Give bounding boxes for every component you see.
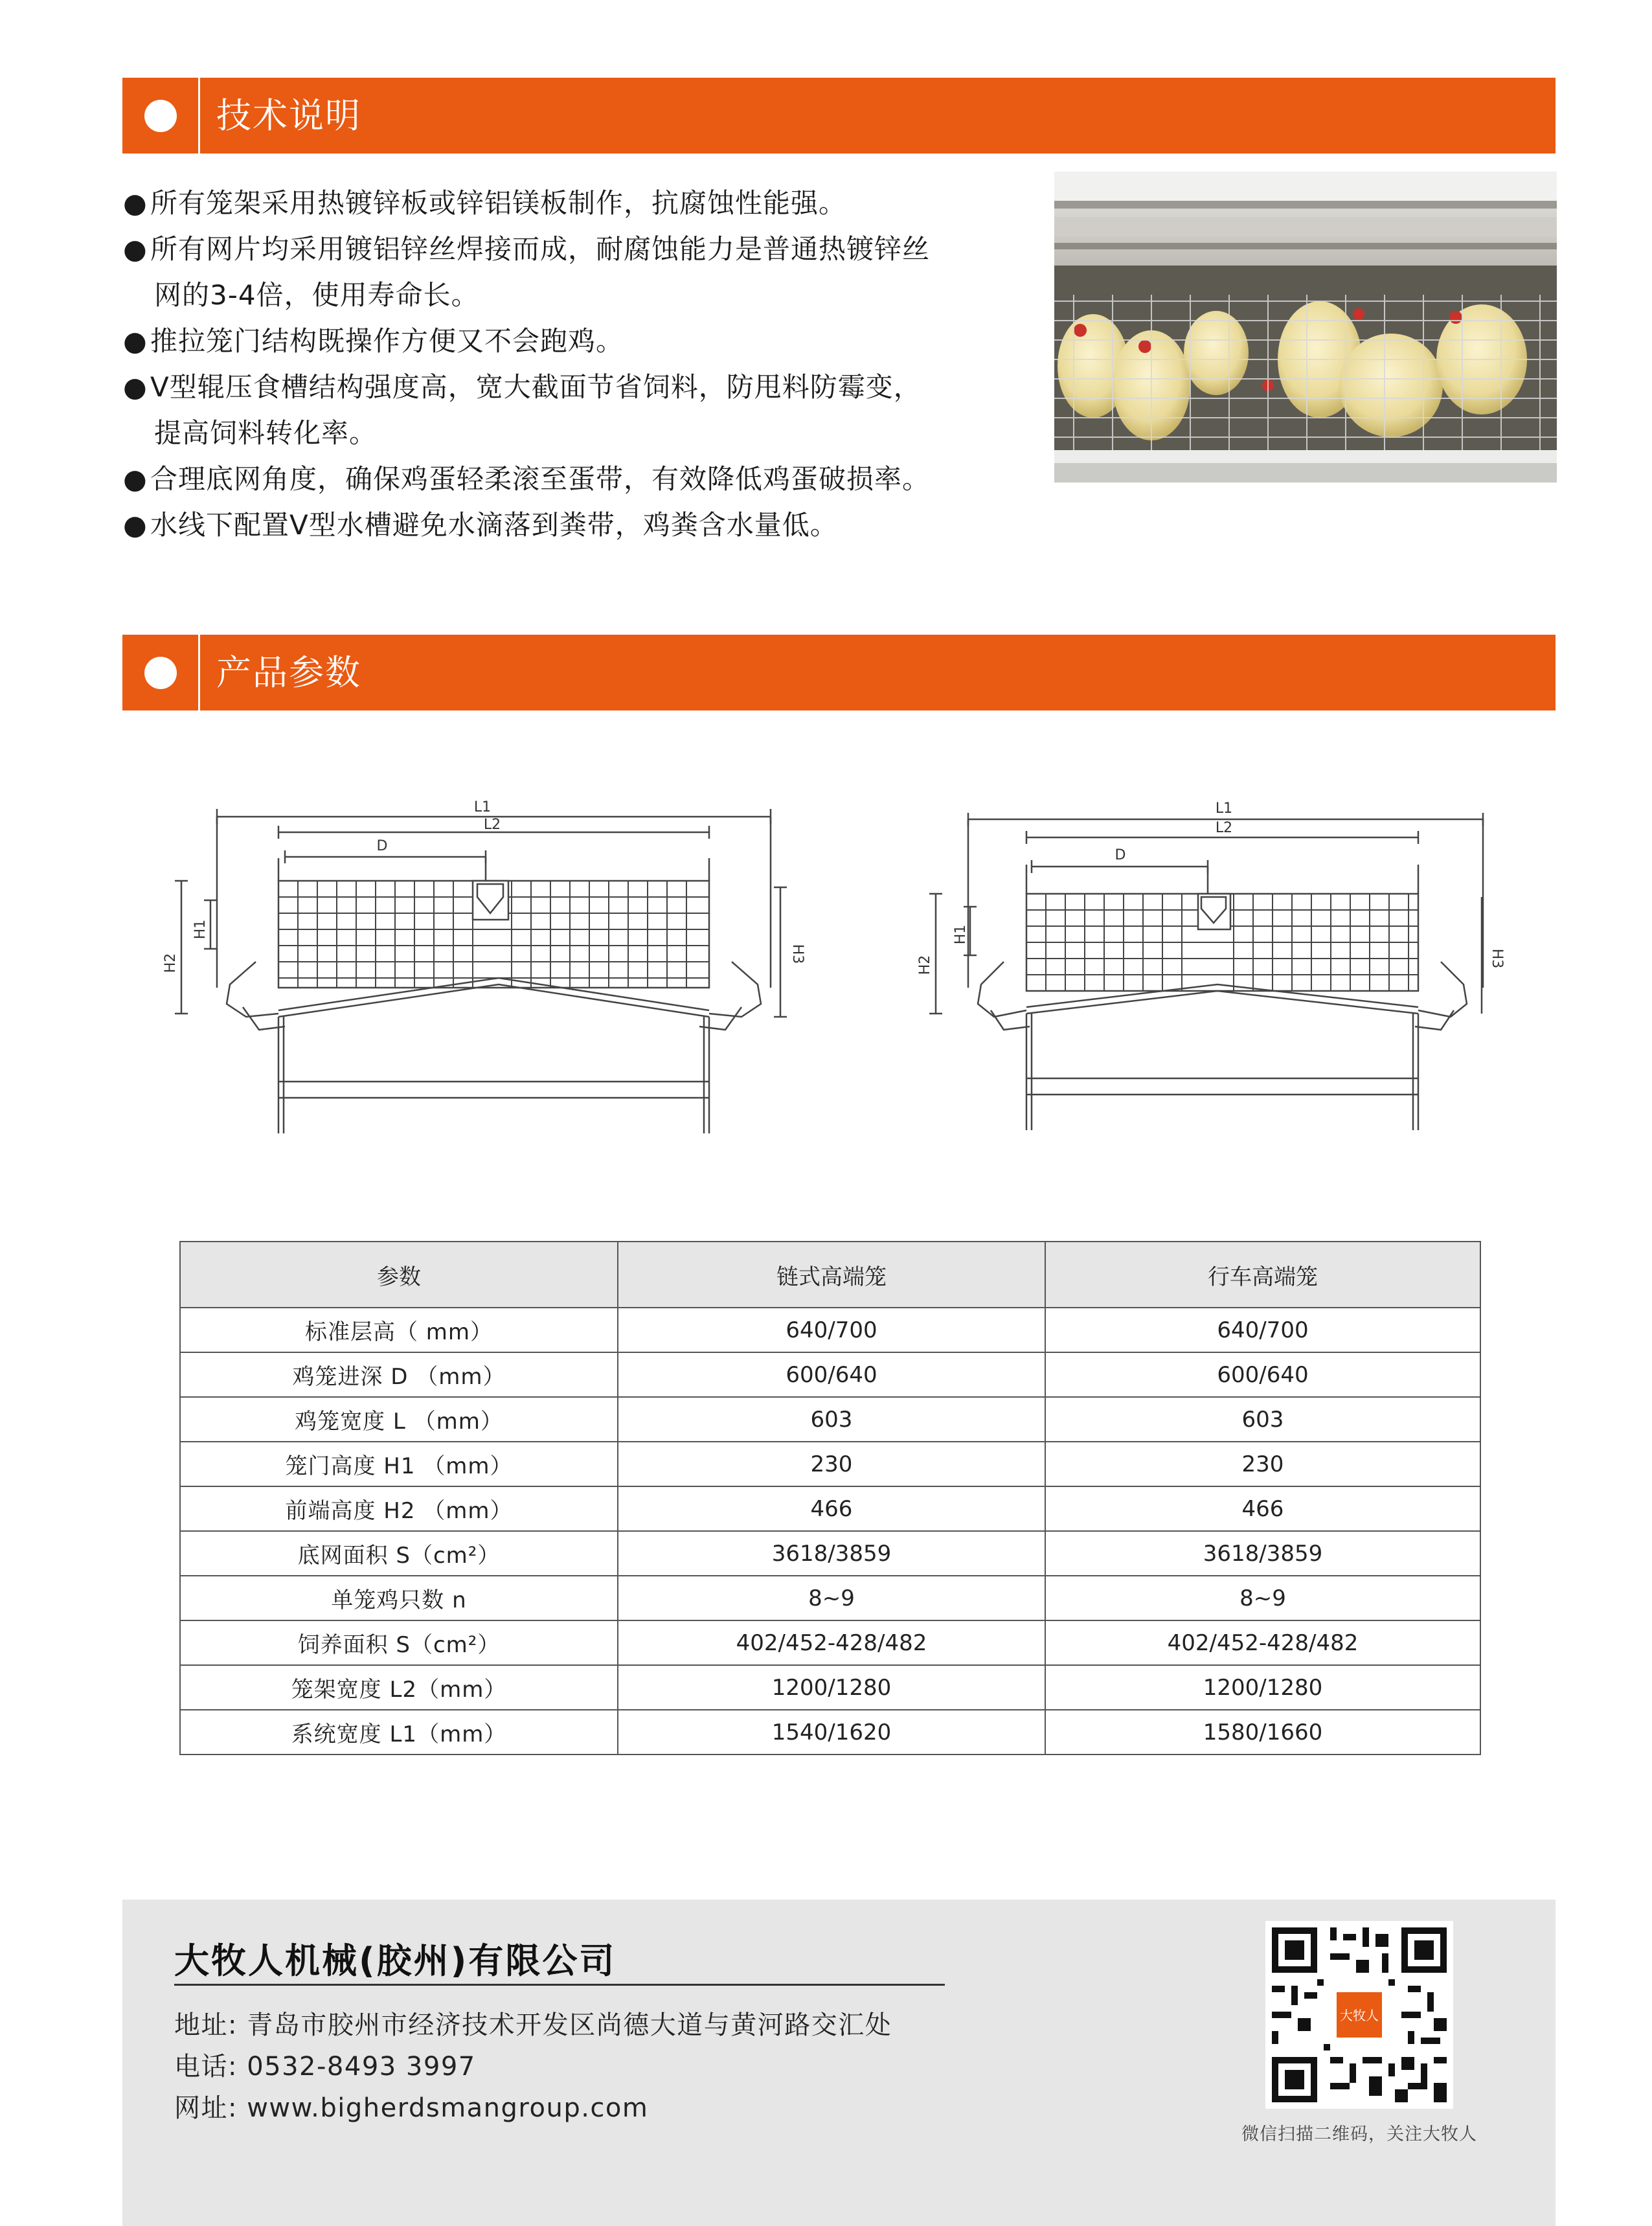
black-dot-icon: ● [123,187,148,219]
dim-label-L2: L2 [1215,820,1233,836]
section-title-params: 产品参数 [216,652,361,693]
dim-label-H3: H3 [1489,948,1505,969]
value-gantry: 230 [1045,1442,1480,1486]
table-row [180,1308,1480,1352]
cage-drawing-chain [155,793,809,1140]
dim-label-L2: L2 [483,817,501,833]
value-gantry: 402/452-428/482 [1045,1620,1480,1665]
website-link[interactable]: 网址: www.bigherdsmangroup.com [174,2093,649,2123]
value-chain: 8~9 [618,1576,1045,1620]
black-dot-icon: ● [123,371,148,403]
table-row [180,1576,1480,1620]
qr-logo-text: 大牧人 [1340,2008,1379,2023]
param-name: 底网面积 S（cm²） [180,1531,618,1576]
value-gantry: 640/700 [1045,1308,1480,1352]
dim-label-H2: H2 [163,953,179,973]
table-header-cell: 参数 [180,1242,618,1308]
table-header-row [180,1242,1480,1308]
value-chain: 230 [618,1442,1045,1486]
qr-caption: 微信扫描二维码，关注大牧人 [1241,2124,1477,2144]
section-divider [198,78,200,153]
value-chain: 466 [618,1486,1045,1531]
black-dot-icon: ● [123,509,148,541]
value-gantry: 603 [1045,1397,1480,1442]
table-header-cell: 链式高端笼 [618,1242,1045,1308]
value-chain: 603 [618,1397,1045,1442]
table-row [180,1397,1480,1442]
bullet-text: 水线下配置V型水槽避免水滴落到粪带，鸡粪含水量低。 [150,509,838,541]
value-gantry: 8~9 [1045,1576,1480,1620]
value-gantry: 600/640 [1045,1352,1480,1397]
table-row [180,1531,1480,1576]
tech-bullet-list [123,180,1043,548]
table-row [180,1620,1480,1665]
param-name: 饲养面积 S（cm²） [180,1620,618,1665]
black-dot-icon: ● [123,233,148,265]
table-row [180,1486,1480,1531]
dim-label-H1: H1 [192,919,209,940]
black-dot-icon: ● [123,463,148,495]
bullet-text: 所有网片均采用镀铝锌丝焊接而成，耐腐蚀能力是普通热镀锌丝 [150,233,931,265]
value-chain: 3618/3859 [618,1531,1045,1576]
bullet-item-continuation [123,410,1043,456]
param-name: 鸡笼宽度 L （mm） [180,1397,618,1442]
hen-cage-illustration [1054,172,1557,483]
white-circle-icon [144,657,177,689]
bullet-text: 提高饲料转化率。 [154,417,378,449]
value-chain: 1200/1280 [618,1665,1045,1710]
bullet-text: 所有笼架采用热镀锌板或锌铝镁板制作，抗腐蚀性能强。 [150,187,847,219]
company-name: 大牧人机械(胶州)有限公司 [174,1940,617,1981]
bullet-item [123,318,1043,364]
value-chain: 1540/1620 [618,1710,1045,1755]
black-dot-icon: ● [123,325,148,357]
cage-drawing-gantry [913,800,1505,1137]
table-row [180,1710,1480,1755]
param-name: 前端高度 H2 （mm） [180,1486,618,1531]
dim-label-L1: L1 [473,799,492,815]
dim-label-D: D [1115,847,1126,863]
value-chain: 640/700 [618,1308,1045,1352]
qr-code-icon [1265,1921,1453,2109]
footer-divider [174,1984,945,1986]
param-name: 鸡笼进深 D （mm） [180,1352,618,1397]
white-circle-icon [144,100,177,132]
footer [122,1900,1556,2226]
section-header-params [122,635,1556,710]
wechat-qr-code [1265,1921,1453,2109]
address-text: 地址: 青岛市胶州市经济技术开发区尚德大道与黄河路交汇处 [174,2010,892,2040]
value-chain: 600/640 [618,1352,1045,1397]
bullet-item [123,226,1043,272]
value-gantry: 3618/3859 [1045,1531,1480,1576]
section-divider [198,635,200,710]
bullet-text: 网的3-4倍，使用寿命长。 [154,279,479,311]
table-row [180,1352,1480,1397]
dim-label-H1: H1 [953,924,969,945]
dim-label-H3: H3 [789,944,806,964]
value-chain: 402/452-428/482 [618,1620,1045,1665]
bullet-text: V型辊压食槽结构强度高，宽大截面节省饲料，防甩料防霉变， [150,371,922,403]
bullet-item [123,180,1043,226]
section-title-tech: 技术说明 [216,95,361,136]
section-header-tech [122,78,1556,153]
value-gantry: 1200/1280 [1045,1665,1480,1710]
param-name: 单笼鸡只数 n [180,1576,618,1620]
bullet-item-continuation [123,272,1043,318]
dim-label-D: D [376,838,388,854]
param-name: 系统宽度 L1（mm） [180,1710,618,1755]
section-marker [122,78,198,153]
value-gantry: 466 [1045,1486,1480,1531]
dim-label-L1: L1 [1215,801,1233,817]
dim-label-H2: H2 [917,955,933,975]
bullet-item [123,502,1043,548]
value-gantry: 1580/1660 [1045,1710,1480,1755]
section-marker [122,635,198,710]
param-name: 笼架宽度 L2（mm） [180,1665,618,1710]
bullet-item [123,456,1043,502]
param-name: 标准层高（ mm） [180,1308,618,1352]
product-params-table [179,1241,1481,1755]
table-row [180,1665,1480,1710]
bullet-item [123,364,1043,410]
table-header-cell: 行车高端笼 [1045,1242,1480,1308]
table-row [180,1442,1480,1486]
hen-cage-photo [1054,172,1557,483]
phone-text: 电话: 0532-8493 3997 [174,2052,476,2082]
bullet-text: 推拉笼门结构既操作方便又不会跑鸡。 [150,325,624,357]
param-name: 笼门高度 H1 （mm） [180,1442,618,1486]
bullet-text: 合理底网角度，确保鸡蛋轻柔滚至蛋带，有效降低鸡蛋破损率。 [150,463,931,495]
